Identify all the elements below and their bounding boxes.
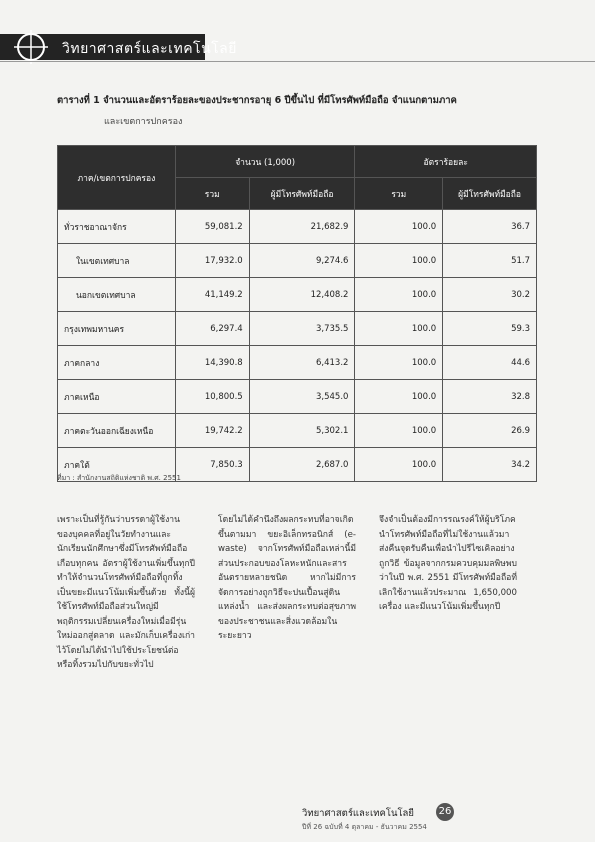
cell-rate-owners: 36.7 xyxy=(443,210,537,244)
body-column-2 xyxy=(218,513,356,644)
cell-rate-owners: 51.7 xyxy=(443,244,537,278)
header-rate-total: รวม xyxy=(355,178,443,210)
table-row xyxy=(58,244,537,278)
body-paragraph: จึงจำเป็นต้องมีการรณรงค์ให้ผู้บริโภคนำโทรศัพท์มือถือที่ไม่ใช้งานแล้วมาส่งคืนจุดรับคืนเพื่อนำไปรีไซเคิลอย่างถูกวิธี ข้อมูลจากกรมควบคุมมลพิษพบว่าในปี พ.ศ. 2551 มีโทรศัพท์มือถือที่เลิกใช้งานแล้วประมาณ 1,650,000 เครื่อง และมีแนวโน้มเพิ่มขึ้นทุกปี xyxy=(379,515,517,612)
row-label: ภาคเหนือ xyxy=(58,380,176,414)
row-label: กรุงเทพมหานคร xyxy=(58,312,176,346)
cell-count-owners: 2,687.0 xyxy=(249,448,355,482)
header-region: ภาค/เขตการปกครอง xyxy=(58,146,176,210)
cell-rate-total: 100.0 xyxy=(355,380,443,414)
section-title: วิทยาศาสตร์และเทคโนโลยี xyxy=(62,41,237,57)
header-divider xyxy=(0,61,595,62)
cell-count-total: 17,932.0 xyxy=(175,244,249,278)
cell-count-owners: 3,735.5 xyxy=(249,312,355,346)
cell-rate-owners: 59.3 xyxy=(443,312,537,346)
table-row xyxy=(58,210,537,244)
cell-rate-total: 100.0 xyxy=(355,312,443,346)
cell-count-total: 10,800.5 xyxy=(175,380,249,414)
footer-magazine-name: วิทยาศาสตร์และเทคโนโลยี xyxy=(302,808,414,819)
body-column-1 xyxy=(57,513,195,673)
cell-rate-owners: 32.8 xyxy=(443,380,537,414)
row-label: ทั่วราชอาณาจักร xyxy=(58,210,176,244)
row-label: นอกเขตเทศบาล xyxy=(58,278,176,312)
data-table xyxy=(57,145,537,482)
cell-rate-owners: 30.2 xyxy=(443,278,537,312)
cell-rate-owners: 44.6 xyxy=(443,346,537,380)
cell-rate-owners: 34.2 xyxy=(443,448,537,482)
body-paragraph: เพราะเป็นที่รู้กันว่าบรรดาผู้ใช้งานของบุคคลที่อยู่ในวัยทำงานและนักเรียนนักศึกษาซึ่งมีโทรศัพท์มือถือเกือบทุกคน อัตราผู้ใช้งานเพิ่มขึ้นทุกปีทำให้จำนวนโทรศัพท์มือถือที่ถูกทิ้งเป็นขยะมีแนวโน้มเพิ่มขึ้นด้วย ทั้งนี้ผู้ใช้โทรศัพท์มือถือส่วนใหญ่มีพฤติกรรมเปลี่ยนเครื่องใหม่เมื่อมีรุ่นใหม่ออกสู่ตลาด และมักเก็บเครื่องเก่าไว้โดยไม่ได้นำไปใช้ประโยชน์ต่อ หรือทิ้งรวมไปกับขยะทั่วไป xyxy=(57,515,195,670)
row-label: ในเขตเทศบาล xyxy=(58,244,176,278)
header-count-owners: ผู้มีโทรศัพท์มือถือ xyxy=(249,178,355,210)
cell-count-owners: 12,408.2 xyxy=(249,278,355,312)
cell-count-total: 19,742.2 xyxy=(175,414,249,448)
table-row xyxy=(58,414,537,448)
cell-rate-total: 100.0 xyxy=(355,346,443,380)
header-rate-owners: ผู้มีโทรศัพท์มือถือ xyxy=(443,178,537,210)
table-row xyxy=(58,278,537,312)
cell-count-total: 6,297.4 xyxy=(175,312,249,346)
table-row xyxy=(58,346,537,380)
table-row xyxy=(58,380,537,414)
crosshair-logo-icon xyxy=(14,30,48,64)
header-count-total: รวม xyxy=(175,178,249,210)
cell-count-owners: 5,302.1 xyxy=(249,414,355,448)
cell-count-owners: 21,682.9 xyxy=(249,210,355,244)
cell-count-total: 41,149.2 xyxy=(175,278,249,312)
cell-rate-total: 100.0 xyxy=(355,414,443,448)
cell-count-total: 7,850.3 xyxy=(175,448,249,482)
cell-rate-total: 100.0 xyxy=(355,210,443,244)
table-row xyxy=(58,312,537,346)
cell-count-total: 14,390.8 xyxy=(175,346,249,380)
header-rate-group: อัตราร้อยละ xyxy=(355,146,537,178)
table-source-note: ที่มา : สำนักงานสถิติแห่งชาติ พ.ศ. 2551 xyxy=(57,474,181,482)
cell-count-owners: 9,274.6 xyxy=(249,244,355,278)
row-label: ภาคตะวันออกเฉียงเหนือ xyxy=(58,414,176,448)
cell-count-owners: 6,413.2 xyxy=(249,346,355,380)
page-number: 26 xyxy=(436,803,454,821)
cell-rate-total: 100.0 xyxy=(355,278,443,312)
body-column-3 xyxy=(379,513,517,615)
row-label: ภาคกลาง xyxy=(58,346,176,380)
cell-count-owners: 3,545.0 xyxy=(249,380,355,414)
header-count-group: จำนวน (1,000) xyxy=(175,146,355,178)
table-caption: ตารางที่ 1 จำนวนและอัตราร้อยละของประชากรอายุ 6 ปีขึ้นไป ที่มีโทรศัพท์มือถือ จำแนกตามภาค xyxy=(57,95,457,106)
table-caption-continued: และเขตการปกครอง xyxy=(104,117,183,127)
cell-rate-owners: 26.9 xyxy=(443,414,537,448)
body-paragraph: โดยไม่ได้คำนึงถึงผลกระทบที่อาจเกิดขึ้นตามมา ขยะอิเล็กทรอนิกส์ (e-waste) จากโทรศัพท์มือถือเหล่านี้มีส่วนประกอบของโลหะหนักและสารอันตรายหลายชนิด หากไม่มีการจัดการอย่างถูกวิธีจะปนเปื้อนสู่ดิน แหล่งน้ำ และส่งผลกระทบต่อสุขภาพของประชาชนและสิ่งแวดล้อมในระยะยาว xyxy=(218,515,356,641)
cell-count-total: 59,081.2 xyxy=(175,210,249,244)
footer-issue-info: ปีที่ 26 ฉบับที่ 4 ตุลาคม - ธันวาคม 2554 xyxy=(302,823,427,831)
row-label: ภาคใต้ xyxy=(58,448,176,482)
cell-rate-total: 100.0 xyxy=(355,244,443,278)
cell-rate-total: 100.0 xyxy=(355,448,443,482)
